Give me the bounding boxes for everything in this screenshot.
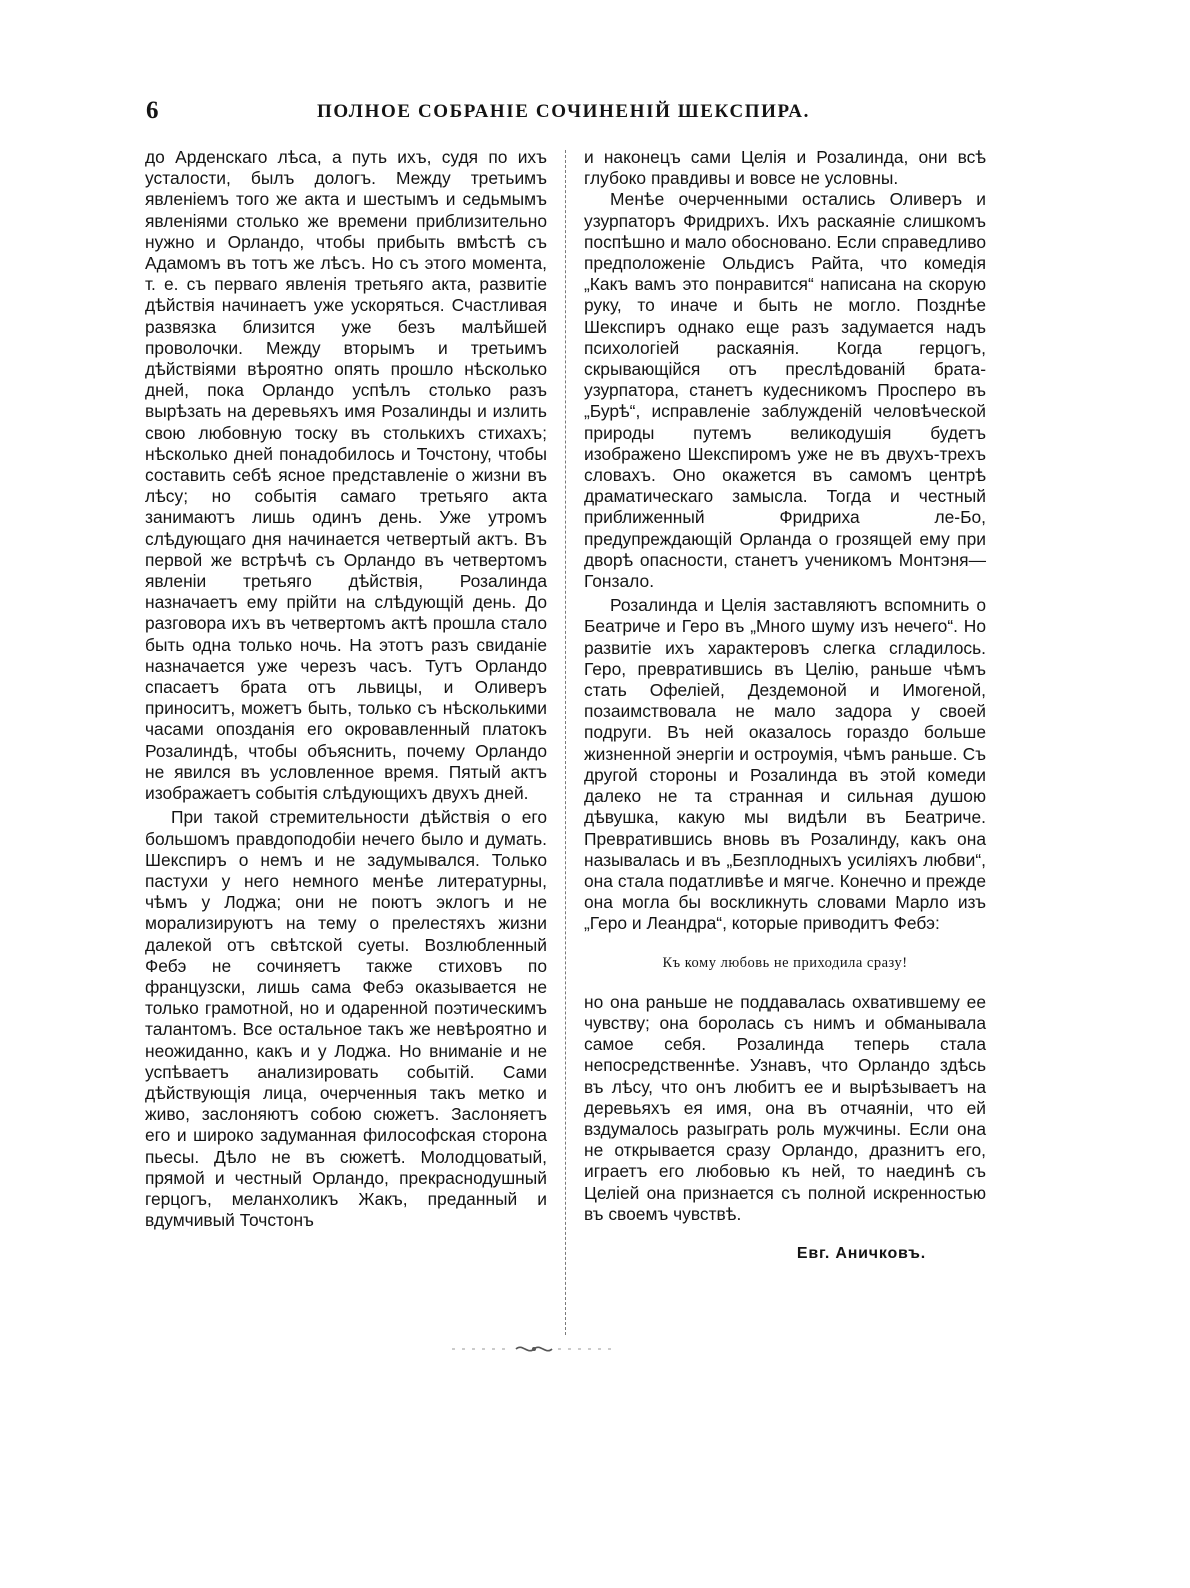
page-number: 6	[146, 97, 159, 124]
column-divider	[565, 150, 567, 1335]
right-paragraph-1: и наконецъ сами Целія и Розалинда, они всѣ глубоко правдивы и вовсе не условны.	[584, 147, 986, 189]
running-title: ПОЛНОЕ СОБРАНІЕ СОЧИНЕНІЙ ШЕКСПИРА.	[317, 101, 810, 122]
left-paragraph-1: до Арденскаго лѣса, а путь ихъ, судя по ихъ усталости, былъ дологъ. Между третьимъ явленіемъ того же акта и шестымъ и седьмымъ явленіями столько же времени приблизительно нужно и Орландо, чтобы прибыть вмѣстѣ съ Адамомъ въ тотъ же лѣсъ. Но съ этого момента, т. е. съ перваго явленія третьяго акта, развитіе дѣйствія начинаетъ уже ускоряться. Счастливая развязка близится уже безъ малѣйшей проволочки. Между вторымъ и третьимъ дѣйствіями вѣроятно опять прошло нѣсколько дней, пока Орландо успѣлъ столько разъ вырѣзать на деревьяхъ имя Розалинды и излить свою любовную тоску въ столькихъ стихахъ; нѣсколько дней понадобилось и Точстону, чтобы составить себѣ ясное представленіе о жизни въ лѣсу; но событія самаго третьяго акта занимаютъ лишь одинъ день. Уже утромъ слѣдующаго дня начинается четвертый актъ. Въ первой же встрѣчѣ съ Орландо въ четвертомъ явленіи третьяго дѣйствія, Розалинда назначаетъ ему прійти на слѣдующій день. До разговора ихъ въ четвертомъ актѣ прошла стало быть одна только ночь. На этотъ разъ свиданіе назначается уже черезъ часъ. Тутъ Орландо спасаетъ брата отъ львицы, и Оливеръ приноситъ, можетъ быть, только съ нѣсколькими часами опозданія его окровавленный платокъ Розалиндѣ, чтобы объяснить, почему Орландо не явился въ условленное время. Пятый актъ изображаетъ событія слѣдующихъ двухъ дней.	[145, 147, 547, 804]
end-ornament	[450, 1342, 620, 1356]
right-column	[584, 147, 986, 1264]
author-signature: Евг. Аничковъ.	[796, 1244, 926, 1262]
verse-quote: Къ кому любовь не приходила сразу!	[662, 954, 908, 971]
right-paragraph-2: Менѣе очерченными остались Оливеръ и узурпаторъ Фридрихъ. Ихъ раскаяніе слишкомъ поспѣшно и мало обосновано. Если справедливо предположеніе Ольдисъ Райта, что комедія „Какъ вамъ это понравится“ написана на скорую руку, то иначе и быть не могло. Позднѣе Шекспиръ однако еще разъ задумается надъ психологіей раскаянія. Когда герцогъ, скрывающійся отъ преслѣдованій брата-узурпатора, станетъ кудесникомъ Просперо въ „Бурѣ“, исправленіе заблужденій человѣческой природы путемъ великодушія будетъ изображено Шекспиромъ уже не въ двухъ-трехъ словахъ. Оно окажется въ самомъ центрѣ драматическаго замысла. Тогда и честный приближенный Фридриха ле-Бо, предупреждающій Орланда о грозящей ему при дворѣ опасности, станетъ ученикомъ Монтэня—Гонзало.	[584, 189, 986, 592]
page-header	[142, 97, 1032, 127]
left-column	[145, 147, 547, 1231]
left-paragraph-2: При такой стремительности дѣйствія о его большомъ правдоподобіи нечего было и думать. Шекспиръ о немъ и не задумывался. Только пастухи у него немного менѣе литературны, чѣмъ у Лоджа; они не поютъ эклогъ и не морализируютъ на тему о прелестяхъ жизни далекой отъ свѣтской суеты. Возлюбленный Фебэ не сочиняетъ также стиховъ по французски, лишь сама Фебэ оказывается не только грамотной, но и одаренной поэтическимъ талантомъ. Все остальное такъ же невѣроятно и неожиданно, какъ и у Лоджа. Но вниманіе и не успѣваетъ анализировать событій. Сами дѣйствующія лица, очерченныя такъ метко и живо, заслоняютъ собою сюжетъ. Заслоняетъ его и широко задуманная философская сторона пьесы. Дѣло не въ сюжетѣ. Молодцоватый, прямой и честный Орландо, прекраснодушный герцогъ, меланхоликъ Жакъ, преданный и вдумчивый Точстонъ	[145, 807, 547, 1231]
right-paragraph-4: но она раньше не поддавалась охватившему ее чувству; она боролась съ нимъ и обманывала самое себя. Розалинда теперь стала непосредственнѣе. Узнавъ, что Орландо здѣсь въ лѣсу, что онъ любитъ ее и вырѣзываетъ на деревьяхъ ея имя, она въ отчаяніи, что ей вздумалось разыграть роль мужчины. Если она не открывается сразу Орландо, дразнитъ его, играетъ его любовью къ ней, то наединѣ съ Целіей она признается съ полной искренностью въ своемъ чувствѣ.	[584, 991, 986, 1224]
right-paragraph-3: Розалинда и Целія заставляютъ вспомнить о Беатриче и Геро въ „Много шуму изъ нечего“. Но развитіе ихъ характеровъ слегка сгладилось. Геро, превратившись въ Целію, раньше чѣмъ стать Офеліей, Дездемоной и Имогеной, позаимствовала не мало задора у своей подруги. Въ ней оказалось гораздо больше жизненной энергіи и остроумія, чѣмъ раньше. Съ другой стороны и Розалинда въ этой комеди далеко не та странная и сильная душою дѣвушка, какую мы видѣли въ Беатриче. Превратившись вновь въ Розалинду, какъ она называлась и въ „Безплодныхъ усиліяхъ любви“, она стала податливѣе и мягче. Конечно и прежде она могла бы воскликнуть словами Марло изъ „Геро и Леандра“, которые приводитъ Фебэ:	[584, 595, 986, 934]
